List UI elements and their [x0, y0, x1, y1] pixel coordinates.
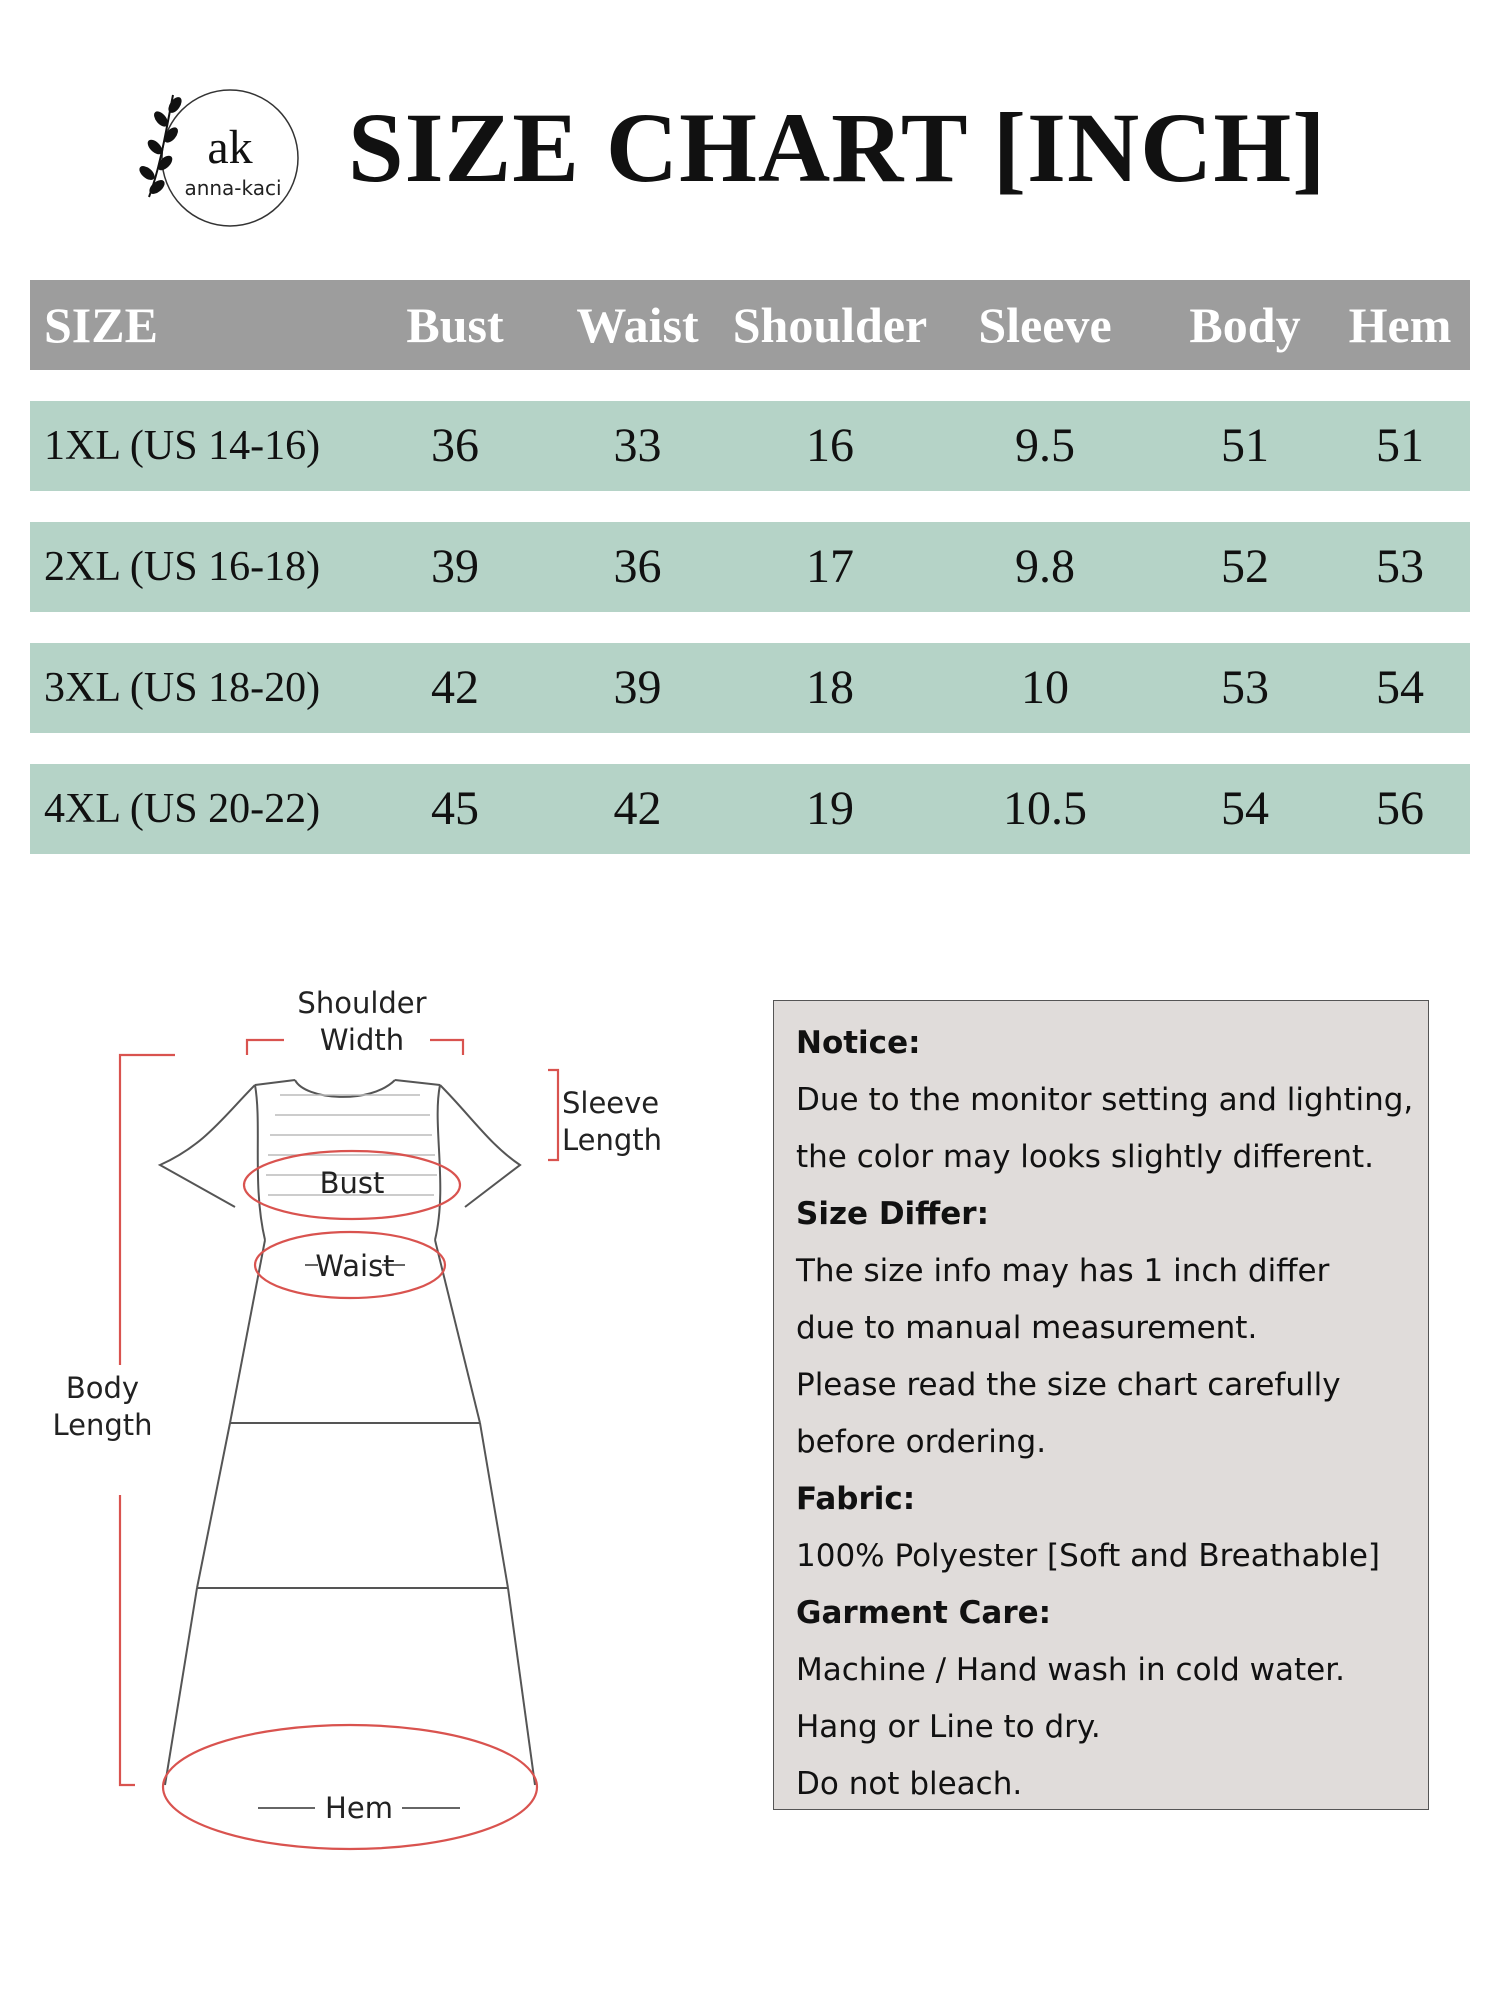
table-cell: 10	[1021, 661, 1069, 714]
notice-text: Machine / Hand wash in cold water.	[796, 1652, 1346, 1688]
header	[0, 0, 1500, 250]
sleeve-label-line: Sleeve	[562, 1086, 660, 1120]
column-header-waist: Waist	[576, 297, 699, 353]
body-length-label	[45, 1370, 160, 1444]
sleeve-bracket	[548, 1070, 558, 1160]
brand-logo	[135, 85, 310, 235]
notice-text: the color may looks slightly different.	[796, 1139, 1374, 1175]
sleeve-label	[562, 1085, 692, 1159]
table-cell: 39	[431, 540, 479, 593]
notice-text: Please read the size chart carefully	[796, 1367, 1341, 1403]
dress-measurement-diagram	[40, 985, 720, 1865]
table-cell: 53	[1221, 661, 1269, 714]
table-cell: 19	[806, 782, 854, 835]
waist-label: Waist	[315, 1249, 395, 1283]
table-cell: 17	[806, 540, 854, 593]
table-cell: 36	[431, 419, 479, 472]
table-cell: 54	[1221, 782, 1269, 835]
garment-care-heading: Garment Care:	[796, 1595, 1052, 1631]
notice-text: Do not bleach.	[796, 1766, 1023, 1802]
shoulder-label-line: Width	[319, 1023, 405, 1057]
column-header-bust: Bust	[406, 297, 504, 353]
table-cell: 45	[431, 782, 479, 835]
logo-text: anna-kaci	[184, 176, 282, 200]
notice-text: before ordering.	[796, 1424, 1047, 1460]
size-differ-heading: Size Differ:	[796, 1196, 989, 1232]
hem-label: Hem	[325, 1791, 393, 1825]
page-title: SIZE CHART [INCH]	[348, 92, 1327, 203]
table-cell-size: 3XL (US 18-20)	[44, 665, 321, 711]
table-cell: 18	[806, 661, 854, 714]
size-table	[30, 280, 1470, 854]
notice-text: The size info may has 1 inch differ	[796, 1253, 1330, 1289]
notice-text: Hang or Line to dry.	[796, 1709, 1101, 1745]
logo-mark: ak	[207, 121, 253, 174]
column-header-sleeve: Sleeve	[978, 297, 1112, 353]
notice-text: 100% Polyester [Soft and Breathable]	[796, 1538, 1380, 1574]
table-cell-size: 4XL (US 20-22)	[44, 786, 321, 832]
table-cell: 51	[1221, 419, 1269, 472]
table-row	[30, 401, 1470, 491]
table-cell: 54	[1376, 661, 1424, 714]
column-header-hem: Hem	[1348, 297, 1452, 353]
table-cell: 9.5	[1015, 419, 1075, 472]
table-row	[30, 764, 1470, 854]
table-cell: 16	[806, 419, 854, 472]
table-cell: 9.8	[1015, 540, 1075, 593]
notice-box	[773, 1000, 1429, 1810]
notice-heading: Notice:	[796, 1025, 921, 1061]
table-cell: 51	[1376, 419, 1424, 472]
table-cell: 33	[613, 419, 662, 472]
body-label-line: Body	[65, 1371, 140, 1405]
table-cell-size: 2XL (US 16-18)	[44, 544, 321, 590]
shoulder-label	[287, 985, 437, 1059]
table-cell: 10.5	[1003, 782, 1087, 835]
table-cell-size: 1XL (US 14-16)	[44, 423, 321, 469]
fabric-heading: Fabric:	[796, 1481, 916, 1517]
column-header-size: SIZE	[44, 297, 158, 353]
table-cell: 53	[1376, 540, 1424, 593]
table-cell: 42	[613, 782, 662, 835]
table-cell: 56	[1376, 782, 1424, 835]
bust-label: Bust	[319, 1166, 385, 1200]
table-row	[30, 643, 1470, 733]
notice-text: due to manual measurement.	[796, 1310, 1258, 1346]
leaf-icon	[137, 95, 184, 197]
column-header-shoulder: Shoulder	[732, 297, 928, 353]
shoulder-label-line: Shoulder	[297, 986, 427, 1020]
table-cell: 52	[1221, 540, 1269, 593]
column-header-body: Body	[1189, 297, 1301, 353]
table-row	[30, 522, 1470, 612]
table-cell: 39	[613, 661, 662, 714]
hem-ellipse	[163, 1725, 537, 1849]
table-cell: 42	[431, 661, 479, 714]
table-header	[30, 280, 1470, 370]
notice-text: Due to the monitor setting and lighting,	[796, 1082, 1414, 1118]
body-label-line: Length	[52, 1408, 153, 1442]
table-cell: 36	[613, 540, 662, 593]
sleeve-label-line: Length	[562, 1123, 663, 1157]
